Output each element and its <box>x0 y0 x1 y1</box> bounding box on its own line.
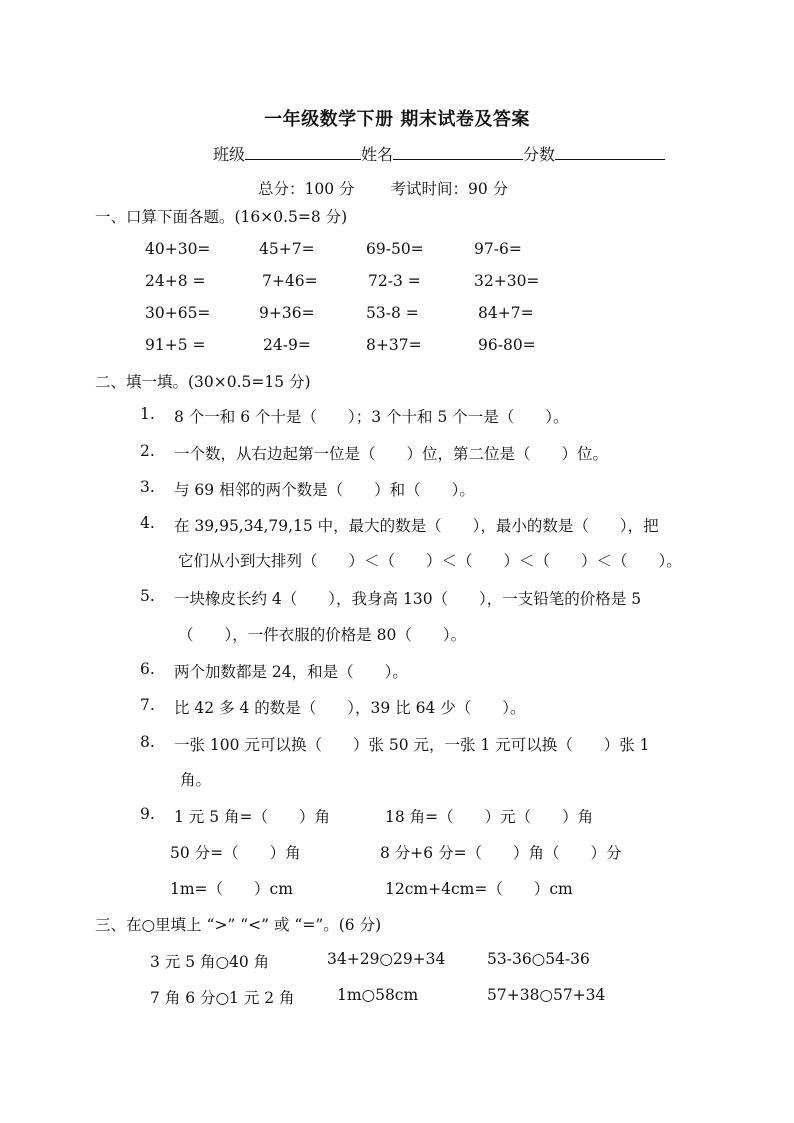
class-blank[interactable] <box>245 143 361 160</box>
section-3-heading: 三、在○里填上 “>” “<” 或 “=”。(6 分) <box>95 916 382 934</box>
class-label: 班级 <box>213 145 246 164</box>
calc-item: 7+46= <box>262 272 318 290</box>
compare-item: 34+29○29+34 <box>327 950 446 968</box>
question-text: 比 42 多 4 的数是（ ），39 比 64 少（ ）。 <box>174 699 526 717</box>
question-number: 9. <box>140 805 155 823</box>
question-number: 1. <box>140 405 155 423</box>
question-number: 2. <box>140 442 155 460</box>
question-text: 一块橡皮长约 4（ ），我身高 130（ ），一支铅笔的价格是 5 <box>174 590 642 608</box>
conversion-item: 50 分=（ ）角 <box>170 844 301 862</box>
calc-item: 97-6= <box>474 240 522 258</box>
exam-time: 考试时间：90 分 <box>390 180 509 198</box>
question-number: 4. <box>140 514 155 532</box>
conversion-item: 8 分+6 分=（ ）角（ ）分 <box>380 844 622 862</box>
calc-item: 53-8 = <box>366 304 419 322</box>
question-text-continued: （ ），一件衣服的价格是 80（ ）。 <box>178 626 467 644</box>
question-number: 6. <box>140 660 155 678</box>
calc-item: 24-9= <box>263 336 311 354</box>
calc-item: 24+8 = <box>145 272 206 290</box>
conversion-item: 1m=（ ）cm <box>170 880 293 898</box>
compare-item: 57+38○57+34 <box>487 986 606 1004</box>
calc-item: 45+7= <box>259 240 315 258</box>
student-info-row <box>213 142 665 165</box>
question-number: 5. <box>140 587 155 605</box>
question-text: 一张 100 元可以换（ ）张 50 元，一张 1 元可以换（ ）张 1 <box>174 736 650 754</box>
calc-item: 8+37= <box>366 336 422 354</box>
calc-item: 69-50= <box>366 240 424 258</box>
calc-item: 72-3 = <box>368 272 421 290</box>
compare-item: 53-36○54-36 <box>487 950 590 968</box>
question-text: 在 39,95,34,79,15 中，最大的数是（ ），最小的数是（ ），把 <box>174 517 659 535</box>
calc-item: 32+30= <box>474 272 540 290</box>
conversion-item: 18 角=（ ）元（ ）角 <box>385 808 594 826</box>
section-1-heading: 一、口算下面各题。(16×0.5=8 分) <box>95 208 348 226</box>
exam-title: 一年级数学下册 期末试卷及答案 <box>264 109 530 130</box>
name-label: 姓名 <box>361 145 394 164</box>
name-blank[interactable] <box>393 143 523 160</box>
calc-item: 30+65= <box>145 304 211 322</box>
question-text: 两个加数都是 24，和是（ ）。 <box>174 663 408 681</box>
question-text: 8 个一和 6 个十是（ ）；3 个十和 5 个一是（ ）。 <box>174 408 569 426</box>
conversion-item: 12cm+4cm=（ ）cm <box>385 880 573 898</box>
calc-item: 40+30= <box>145 240 211 258</box>
question-number: 7. <box>140 696 155 714</box>
exam-meta-row <box>258 177 508 199</box>
calc-item: 84+7= <box>478 304 534 322</box>
calc-item: 91+5 = <box>145 336 206 354</box>
question-text-continued: 它们从小到大排列（ ）＜（ ）＜（ ）＜（ ）＜（ ）。 <box>178 552 682 570</box>
score-label: 分数 <box>523 145 556 164</box>
question-text: 与 69 相邻的两个数是（ ）和（ ）。 <box>174 481 475 499</box>
score-blank[interactable] <box>555 143 665 160</box>
compare-item: 7 角 6 分○1 元 2 角 <box>150 989 295 1007</box>
compare-item: 1m○58cm <box>337 986 419 1004</box>
question-number: 8. <box>140 733 155 751</box>
question-number: 3. <box>140 478 155 496</box>
total-score: 总分：100 分 <box>258 180 355 198</box>
calc-item: 9+36= <box>259 304 315 322</box>
calc-item: 96-80= <box>478 336 536 354</box>
conversion-item: 1 元 5 角=（ ）角 <box>174 808 330 826</box>
question-text-continued: 角。 <box>180 771 212 789</box>
question-text: 一个数，从右边起第一位是（ ）位，第二位是（ ）位。 <box>174 445 609 463</box>
section-2-heading: 二、填一填。(30×0.5=15 分) <box>95 373 311 391</box>
compare-item: 3 元 5 角○40 角 <box>150 953 270 971</box>
